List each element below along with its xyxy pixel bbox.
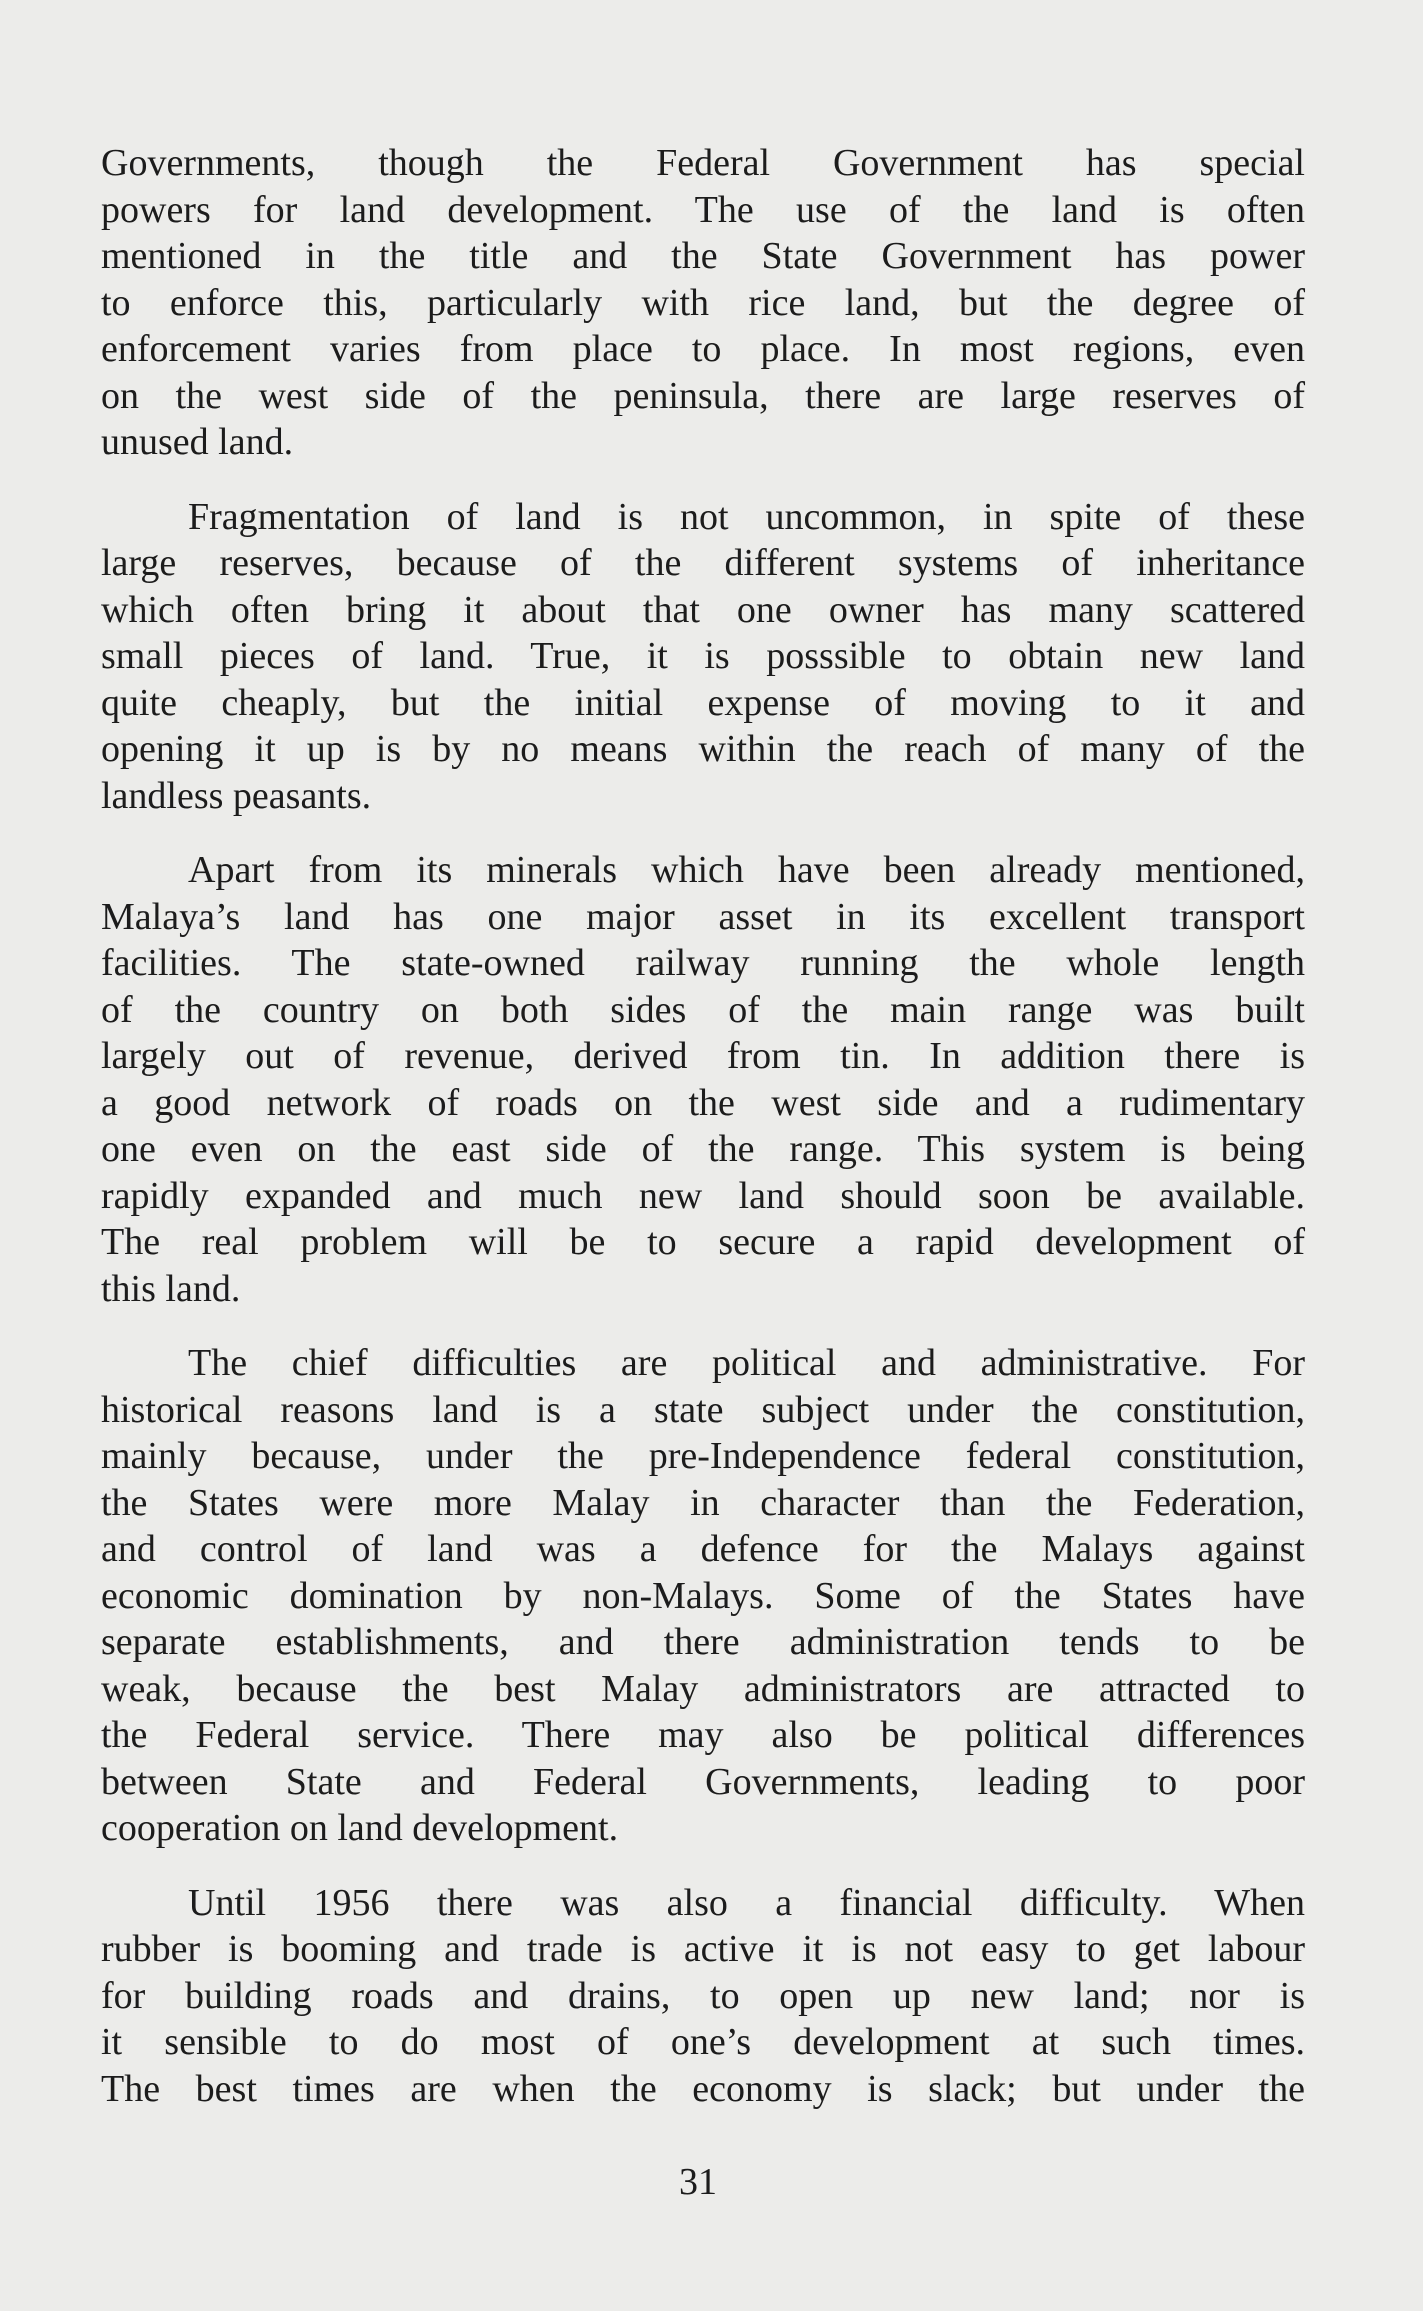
text-line: facilities. The state-owned railway running the whole length [101,942,1305,984]
text-line: opening it up is by no means within the reach of many of the [101,728,1305,770]
text-line: large reserves, because of the different systems of inheritance [101,542,1305,584]
text-line: The chief difficulties are political and administrative. For [188,1342,1305,1384]
text-line: Governments, though the Federal Government has special [101,142,1305,184]
text-line: rapidly expanded and much new land should soon be available. [101,1174,1305,1217]
text-line: on the west side of the peninsula, there are large reserves of [101,374,1305,417]
paragraph [101,140,1305,466]
text-line: weak, because the best Malay administrators are attracted to [101,1667,1305,1710]
page-body [101,140,1305,2140]
text-line: of the country on both sides of the main range was built [101,988,1305,1031]
text-line: a good network of roads on the west side and a rudimentary [101,1081,1305,1124]
page-number: 31 [679,2161,717,2203]
paragraph [101,1340,1305,1852]
paragraph [101,1880,1305,2113]
text-line: Apart from its minerals which have been already mentioned, [188,849,1305,891]
text-line: one even on the east side of the range. This system is being [101,1128,1305,1170]
text-line: largely out of revenue, derived from tin. In addition there is [101,1035,1305,1077]
text-line: quite cheaply, but the initial expense of moving to it and [101,681,1305,724]
text-line: Until 1956 there was also a financial difficulty. When [188,1881,1305,1924]
text-line: and control of land was a defence for the Malays against [101,1528,1305,1570]
paragraph [101,494,1305,820]
text-line: for building roads and drains, to open up new land; nor is [101,1974,1305,2017]
text-line: The real problem will be to secure a rapid development of [101,1221,1305,1263]
text-line: historical reasons land is a state subject under the constitution, [101,1388,1305,1431]
text-line: this land. [101,1267,241,1310]
text-line: the Federal service. There may also be political differences [101,1714,1305,1756]
text-line: Fragmentation of land is not uncommon, in spite of these [188,495,1305,538]
text-line: Malaya’s land has one major asset in its excellent transport [101,895,1305,938]
text-line: economic domination by non-Malays. Some of the States have [101,1574,1305,1617]
text-line: The best times are when the economy is slack; but under the [101,2067,1305,2110]
text-line: rubber is booming and trade is active it is not easy to get labour [101,1928,1305,1970]
text-line: landless peasants. [101,774,372,817]
text-line: enforcement varies from place to place. In most regions, even [101,328,1305,370]
paragraph [101,847,1305,1312]
text-line: between State and Federal Governments, leading to poor [101,1760,1305,1803]
text-line: powers for land development. The use of the land is often [101,188,1305,231]
text-line: it sensible to do most of one’s development at such times. [101,2021,1305,2063]
text-line: which often bring it about that one owner has many scattered [101,588,1305,631]
text-line: mainly because, under the pre-Independence federal constitution, [101,1435,1305,1477]
text-line: the States were more Malay in character than the Federation, [101,1481,1305,1524]
text-line: separate establishments, and there administration tends to be [101,1621,1305,1663]
text-line: small pieces of land. True, it is posssible to obtain new land [101,635,1305,677]
text-line: to enforce this, particularly with rice land, but the degree of [101,281,1305,324]
text-line: cooperation on land development. [101,1807,619,1849]
text-line: mentioned in the title and the State Government has power [101,235,1305,277]
text-line: unused land. [101,421,294,463]
